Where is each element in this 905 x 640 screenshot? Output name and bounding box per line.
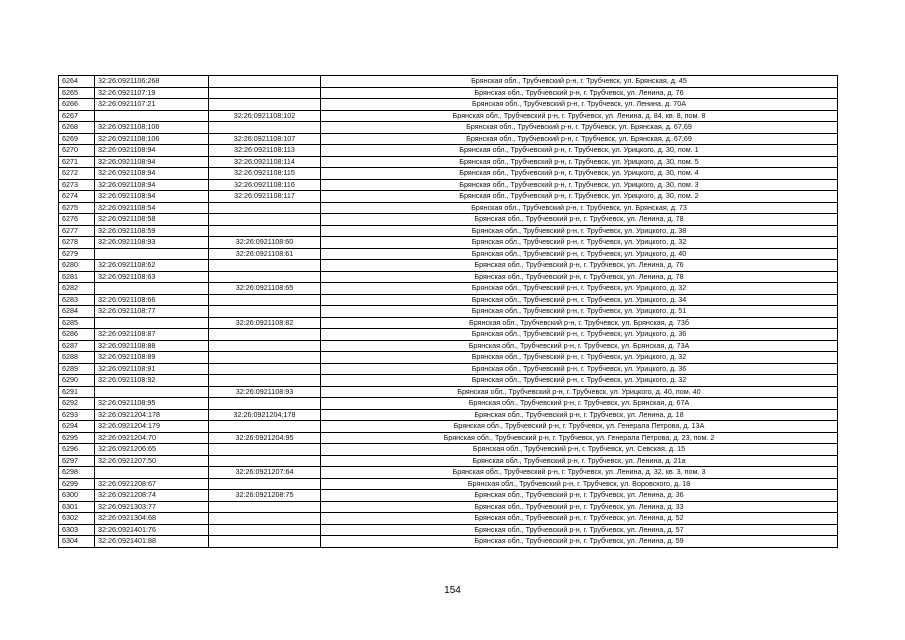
row-number-cell: 6296 bbox=[59, 444, 95, 456]
land-parcel-number-cell: 32:26:0921107:19 bbox=[95, 87, 209, 99]
table-row bbox=[59, 87, 838, 99]
cadastral-table-body bbox=[59, 76, 838, 548]
land-parcel-number-cell bbox=[95, 283, 209, 295]
table-row bbox=[59, 306, 838, 318]
address-cell: Брянская обл., Трубчевский р-н, г. Трубчевск, ул. Ленина, д. 33 bbox=[321, 501, 838, 513]
row-number-cell: 6277 bbox=[59, 225, 95, 237]
land-parcel-number-cell bbox=[95, 110, 209, 122]
table-row bbox=[59, 237, 838, 249]
table-row bbox=[59, 110, 838, 122]
land-parcel-number-cell: 32:26:0921108:63 bbox=[95, 271, 209, 283]
row-number-cell: 6299 bbox=[59, 478, 95, 490]
table-row bbox=[59, 225, 838, 237]
land-parcel-number-cell: 32:26:0921108:94 bbox=[95, 156, 209, 168]
address-cell: Брянская обл., Трубчевский р-н, г. Трубчевск, ул. Брянская, д. 67А bbox=[321, 398, 838, 410]
table-row bbox=[59, 271, 838, 283]
building-number-cell: 32:26:0921108:107 bbox=[209, 133, 321, 145]
building-number-cell: 32:26:0921108:60 bbox=[209, 237, 321, 249]
building-number-cell bbox=[209, 271, 321, 283]
table-row bbox=[59, 432, 838, 444]
table-row bbox=[59, 99, 838, 111]
building-number-cell: 32:26:0921204:178 bbox=[209, 409, 321, 421]
address-cell: Брянская обл., Трубчевский р-н, г. Трубчевск, ул. Урицкого, д. 36 bbox=[321, 363, 838, 375]
address-cell: Брянская обл., Трубчевский р-н, г. Трубчевск, ул. Ленина, д. 76 bbox=[321, 87, 838, 99]
row-number-cell: 6268 bbox=[59, 122, 95, 134]
row-number-cell: 6291 bbox=[59, 386, 95, 398]
land-parcel-number-cell: 32:26:0921108:88 bbox=[95, 340, 209, 352]
address-cell: Брянская обл., Трубчевский р-н, г. Трубчевск, ул. Брянская, д. 73б bbox=[321, 317, 838, 329]
row-number-cell: 6297 bbox=[59, 455, 95, 467]
table-row bbox=[59, 179, 838, 191]
row-number-cell: 6293 bbox=[59, 409, 95, 421]
row-number-cell: 6267 bbox=[59, 110, 95, 122]
row-number-cell: 6295 bbox=[59, 432, 95, 444]
table-row bbox=[59, 145, 838, 157]
building-number-cell bbox=[209, 478, 321, 490]
land-parcel-number-cell: 32:26:0921108:62 bbox=[95, 260, 209, 272]
land-parcel-number-cell: 32:26:0921108:89 bbox=[95, 352, 209, 364]
table-row bbox=[59, 133, 838, 145]
land-parcel-number-cell bbox=[95, 248, 209, 260]
row-number-cell: 6301 bbox=[59, 501, 95, 513]
row-number-cell: 6271 bbox=[59, 156, 95, 168]
address-cell: Брянская обл., Трубчевский р-н, г. Трубчевск, ул. Урицкого, д. 30, пом. 4 bbox=[321, 168, 838, 180]
building-number-cell bbox=[209, 214, 321, 226]
row-number-cell: 6294 bbox=[59, 421, 95, 433]
building-number-cell bbox=[209, 294, 321, 306]
building-number-cell bbox=[209, 202, 321, 214]
address-cell: Брянская обл., Трубчевский р-н, г. Трубчевск, ул. Урицкого, д. 30, пом. 1 bbox=[321, 145, 838, 157]
row-number-cell: 6280 bbox=[59, 260, 95, 272]
address-cell: Брянская обл., Трубчевский р-н, г. Трубчевск, ул. Ленина, д. 78 bbox=[321, 214, 838, 226]
land-parcel-number-cell: 32:26:0921206:65 bbox=[95, 444, 209, 456]
building-number-cell: 32:26:0921108:113 bbox=[209, 145, 321, 157]
address-cell: Брянская обл., Трубчевский р-н, г. Трубчевск, ул. Воровского, д. 18 bbox=[321, 478, 838, 490]
address-cell: Брянская обл., Трубчевский р-н, г. Трубчевск, ул. Урицкого, д. 38 bbox=[321, 225, 838, 237]
row-number-cell: 6303 bbox=[59, 524, 95, 536]
table-row bbox=[59, 455, 838, 467]
row-number-cell: 6265 bbox=[59, 87, 95, 99]
building-number-cell: 32:26:0921108:65 bbox=[209, 283, 321, 295]
land-parcel-number-cell: 32:26:0921204:178 bbox=[95, 409, 209, 421]
land-parcel-number-cell bbox=[95, 386, 209, 398]
table-row bbox=[59, 352, 838, 364]
table-row bbox=[59, 340, 838, 352]
table-row bbox=[59, 156, 838, 168]
address-cell: Брянская обл., Трубчевский р-н, г. Трубчевск, ул. Ленина, д. 36 bbox=[321, 490, 838, 502]
address-cell: Брянская обл., Трубчевский р-н, г. Трубчевск, ул. Урицкого, д. 51 bbox=[321, 306, 838, 318]
land-parcel-number-cell: 32:26:0921401:76 bbox=[95, 524, 209, 536]
building-number-cell bbox=[209, 329, 321, 341]
land-parcel-number-cell: 32:26:0921108:58 bbox=[95, 214, 209, 226]
table-row bbox=[59, 294, 838, 306]
address-cell: Брянская обл., Трубчевский р-н, г. Трубчевск, ул. Брянская, д. 73 bbox=[321, 202, 838, 214]
row-number-cell: 6289 bbox=[59, 363, 95, 375]
land-parcel-number-cell: 32:26:0921108:92 bbox=[95, 375, 209, 387]
row-number-cell: 6274 bbox=[59, 191, 95, 203]
table-row bbox=[59, 248, 838, 260]
building-number-cell bbox=[209, 444, 321, 456]
table-row bbox=[59, 478, 838, 490]
row-number-cell: 6287 bbox=[59, 340, 95, 352]
table-row bbox=[59, 524, 838, 536]
table-row bbox=[59, 363, 838, 375]
building-number-cell bbox=[209, 87, 321, 99]
row-number-cell: 6281 bbox=[59, 271, 95, 283]
row-number-cell: 6288 bbox=[59, 352, 95, 364]
address-cell: Брянская обл., Трубчевский р-н, г. Трубчевск, ул. Брянская, д. 67,69 bbox=[321, 122, 838, 134]
address-cell: Брянская обл., Трубчевский р-н, г. Трубчевск, ул. Урицкого, д. 40 bbox=[321, 248, 838, 260]
land-parcel-number-cell: 32:26:0921108:59 bbox=[95, 225, 209, 237]
address-cell: Брянская обл., Трубчевский р-н, г. Трубчевск, ул. Ленина, д. 84, кв. 8, пом. 8 bbox=[321, 110, 838, 122]
table-row bbox=[59, 467, 838, 479]
row-number-cell: 6275 bbox=[59, 202, 95, 214]
land-parcel-number-cell: 32:26:0921204:70 bbox=[95, 432, 209, 444]
building-number-cell bbox=[209, 352, 321, 364]
building-number-cell: 32:26:0921108:115 bbox=[209, 168, 321, 180]
building-number-cell bbox=[209, 421, 321, 433]
address-cell: Брянская обл., Трубчевский р-н, г. Трубчевск, ул. Урицкого, д. 32 bbox=[321, 237, 838, 249]
building-number-cell: 32:26:0921108:116 bbox=[209, 179, 321, 191]
row-number-cell: 6264 bbox=[59, 76, 95, 88]
row-number-cell: 6302 bbox=[59, 513, 95, 525]
land-parcel-number-cell: 32:26:0921106:268 bbox=[95, 76, 209, 88]
address-cell: Брянская обл., Трубчевский р-н, г. Трубчевск, ул. Урицкого, д. 32 bbox=[321, 352, 838, 364]
address-cell: Брянская обл., Трубчевский р-н, г. Трубчевск, ул. Генерала Петрова, д. 13А bbox=[321, 421, 838, 433]
table-row bbox=[59, 202, 838, 214]
table-row bbox=[59, 168, 838, 180]
table-row bbox=[59, 191, 838, 203]
table-row bbox=[59, 260, 838, 272]
row-number-cell: 6286 bbox=[59, 329, 95, 341]
address-cell: Брянская обл., Трубчевский р-н, г. Трубчевск, ул. Севская, д. 15 bbox=[321, 444, 838, 456]
land-parcel-number-cell: 32:26:0921108:94 bbox=[95, 179, 209, 191]
land-parcel-number-cell: 32:26:0921108:106 bbox=[95, 122, 209, 134]
row-number-cell: 6266 bbox=[59, 99, 95, 111]
table-row bbox=[59, 317, 838, 329]
table-row bbox=[59, 386, 838, 398]
building-number-cell: 32:26:0921108:93 bbox=[209, 386, 321, 398]
table-row bbox=[59, 76, 838, 88]
address-cell: Брянская обл., Трубчевский р-н, г. Трубчевск, ул. Генерала Петрова, д. 23, пом. 2 bbox=[321, 432, 838, 444]
building-number-cell bbox=[209, 524, 321, 536]
land-parcel-number-cell: 32:26:0921207:50 bbox=[95, 455, 209, 467]
building-number-cell bbox=[209, 455, 321, 467]
address-cell: Брянская обл., Трубчевский р-н, г. Трубчевск, ул. Ленина, д. 32, кв. 3, пом. 3 bbox=[321, 467, 838, 479]
table-row bbox=[59, 513, 838, 525]
address-cell: Брянская обл., Трубчевский р-н, г. Трубчевск, ул. Урицкого, д. 30, пом. 3 bbox=[321, 179, 838, 191]
table-row bbox=[59, 375, 838, 387]
row-number-cell: 6290 bbox=[59, 375, 95, 387]
row-number-cell: 6292 bbox=[59, 398, 95, 410]
building-number-cell: 32:26:0921208:75 bbox=[209, 490, 321, 502]
land-parcel-number-cell: 32:26:0921401:88 bbox=[95, 536, 209, 548]
land-parcel-number-cell: 32:26:0921303:77 bbox=[95, 501, 209, 513]
row-number-cell: 6269 bbox=[59, 133, 95, 145]
row-number-cell: 6300 bbox=[59, 490, 95, 502]
row-number-cell: 6298 bbox=[59, 467, 95, 479]
cadastral-table bbox=[58, 75, 838, 548]
table-row bbox=[59, 214, 838, 226]
land-parcel-number-cell: 32:26:0921108:87 bbox=[95, 329, 209, 341]
land-parcel-number-cell: 32:26:0921108:95 bbox=[95, 398, 209, 410]
land-parcel-number-cell bbox=[95, 467, 209, 479]
land-parcel-number-cell: 32:26:0921108:106 bbox=[95, 133, 209, 145]
row-number-cell: 6284 bbox=[59, 306, 95, 318]
table-row bbox=[59, 122, 838, 134]
address-cell: Брянская обл., Трубчевский р-н, г. Трубчевск, ул. Урицкого, д. 32 bbox=[321, 283, 838, 295]
building-number-cell: 32:26:0921108:114 bbox=[209, 156, 321, 168]
land-parcel-number-cell: 32:26:0921108:91 bbox=[95, 363, 209, 375]
table-row bbox=[59, 490, 838, 502]
building-number-cell: 32:26:0921108:102 bbox=[209, 110, 321, 122]
land-parcel-number-cell: 32:26:0921108:94 bbox=[95, 145, 209, 157]
land-parcel-number-cell: 32:26:0921108:54 bbox=[95, 202, 209, 214]
row-number-cell: 6276 bbox=[59, 214, 95, 226]
land-parcel-number-cell: 32:26:0921108:94 bbox=[95, 168, 209, 180]
row-number-cell: 6285 bbox=[59, 317, 95, 329]
address-cell: Брянская обл., Трубчевский р-н, г. Трубчевск, ул. Урицкого, д. 40, пом. 40 bbox=[321, 386, 838, 398]
address-cell: Брянская обл., Трубчевский р-н, г. Трубчевск, ул. Урицкого, д. 36 bbox=[321, 329, 838, 341]
land-parcel-number-cell: 32:26:0921204:179 bbox=[95, 421, 209, 433]
address-cell: Брянская обл., Трубчевский р-н, г. Трубчевск, ул. Ленина, д. 78 bbox=[321, 271, 838, 283]
table-row bbox=[59, 409, 838, 421]
building-number-cell bbox=[209, 513, 321, 525]
building-number-cell bbox=[209, 375, 321, 387]
building-number-cell bbox=[209, 536, 321, 548]
address-cell: Брянская обл., Трубчевский р-н, г. Трубчевск, ул. Урицкого, д. 30, пом. 5 bbox=[321, 156, 838, 168]
row-number-cell: 6304 bbox=[59, 536, 95, 548]
address-cell: Брянская обл., Трубчевский р-н, г. Трубчевск, ул. Брянская, д. 67,69 bbox=[321, 133, 838, 145]
address-cell: Брянская обл., Трубчевский р-н, г. Трубчевск, ул. Урицкого, д. 34 bbox=[321, 294, 838, 306]
land-parcel-number-cell: 32:26:0921208:67 bbox=[95, 478, 209, 490]
row-number-cell: 6273 bbox=[59, 179, 95, 191]
building-number-cell: 32:26:0921108:61 bbox=[209, 248, 321, 260]
table-row bbox=[59, 536, 838, 548]
table-row bbox=[59, 329, 838, 341]
address-cell: Брянская обл., Трубчевский р-н, г. Трубчевск, ул. Брянская, д. 45 bbox=[321, 76, 838, 88]
land-parcel-number-cell: 32:26:0921107:21 bbox=[95, 99, 209, 111]
row-number-cell: 6270 bbox=[59, 145, 95, 157]
address-cell: Брянская обл., Трубчевский р-н, г. Трубчевск, ул. Брянская, д. 73А bbox=[321, 340, 838, 352]
land-parcel-number-cell bbox=[95, 317, 209, 329]
row-number-cell: 6272 bbox=[59, 168, 95, 180]
table-row bbox=[59, 444, 838, 456]
row-number-cell: 6283 bbox=[59, 294, 95, 306]
building-number-cell: 32:26:0921207:64 bbox=[209, 467, 321, 479]
building-number-cell bbox=[209, 122, 321, 134]
address-cell: Брянская обл., Трубчевский р-н, г. Трубчевск, ул. Ленина, д. 52 bbox=[321, 513, 838, 525]
address-cell: Брянская обл., Трубчевский р-н, г. Трубчевск, ул. Урицкого, д. 32 bbox=[321, 375, 838, 387]
land-parcel-number-cell: 32:26:0921108:93 bbox=[95, 237, 209, 249]
building-number-cell bbox=[209, 363, 321, 375]
page-number: 154 bbox=[444, 585, 461, 596]
land-parcel-number-cell: 32:26:0921304:68 bbox=[95, 513, 209, 525]
land-parcel-number-cell: 32:26:0921108:77 bbox=[95, 306, 209, 318]
address-cell: Брянская обл., Трубчевский р-н, г. Трубчевск, ул. Ленина, д. 21а bbox=[321, 455, 838, 467]
building-number-cell: 32:26:0921204:95 bbox=[209, 432, 321, 444]
address-cell: Брянская обл., Трубчевский р-н, г. Трубчевск, ул. Ленина, д. 70А bbox=[321, 99, 838, 111]
address-cell: Брянская обл., Трубчевский р-н, г. Трубчевск, ул. Ленина, д. 57 bbox=[321, 524, 838, 536]
row-number-cell: 6278 bbox=[59, 237, 95, 249]
row-number-cell: 6279 bbox=[59, 248, 95, 260]
table-row bbox=[59, 501, 838, 513]
table-row bbox=[59, 421, 838, 433]
address-cell: Брянская обл., Трубчевский р-н, г. Трубчевск, ул. Ленина, д. 76 bbox=[321, 260, 838, 272]
address-cell: Брянская обл., Трубчевский р-н, г. Трубчевск, ул. Урицкого, д. 30, пом. 2 bbox=[321, 191, 838, 203]
land-parcel-number-cell: 32:26:0921108:94 bbox=[95, 191, 209, 203]
building-number-cell bbox=[209, 398, 321, 410]
table-row bbox=[59, 283, 838, 295]
row-number-cell: 6282 bbox=[59, 283, 95, 295]
building-number-cell bbox=[209, 225, 321, 237]
address-cell: Брянская обл., Трубчевский р-н, г. Трубчевск, ул. Ленина, д. 59 bbox=[321, 536, 838, 548]
building-number-cell bbox=[209, 99, 321, 111]
building-number-cell: 32:26:0921108:82 bbox=[209, 317, 321, 329]
building-number-cell bbox=[209, 76, 321, 88]
land-parcel-number-cell: 32:26:0921108:66 bbox=[95, 294, 209, 306]
building-number-cell bbox=[209, 340, 321, 352]
building-number-cell bbox=[209, 260, 321, 272]
building-number-cell bbox=[209, 501, 321, 513]
building-number-cell bbox=[209, 306, 321, 318]
address-cell: Брянская обл., Трубчевский р-н, г. Трубчевск, ул. Ленина, д. 18 bbox=[321, 409, 838, 421]
table-row bbox=[59, 398, 838, 410]
building-number-cell: 32:26:0921108:117 bbox=[209, 191, 321, 203]
land-parcel-number-cell: 32:26:0921208:74 bbox=[95, 490, 209, 502]
